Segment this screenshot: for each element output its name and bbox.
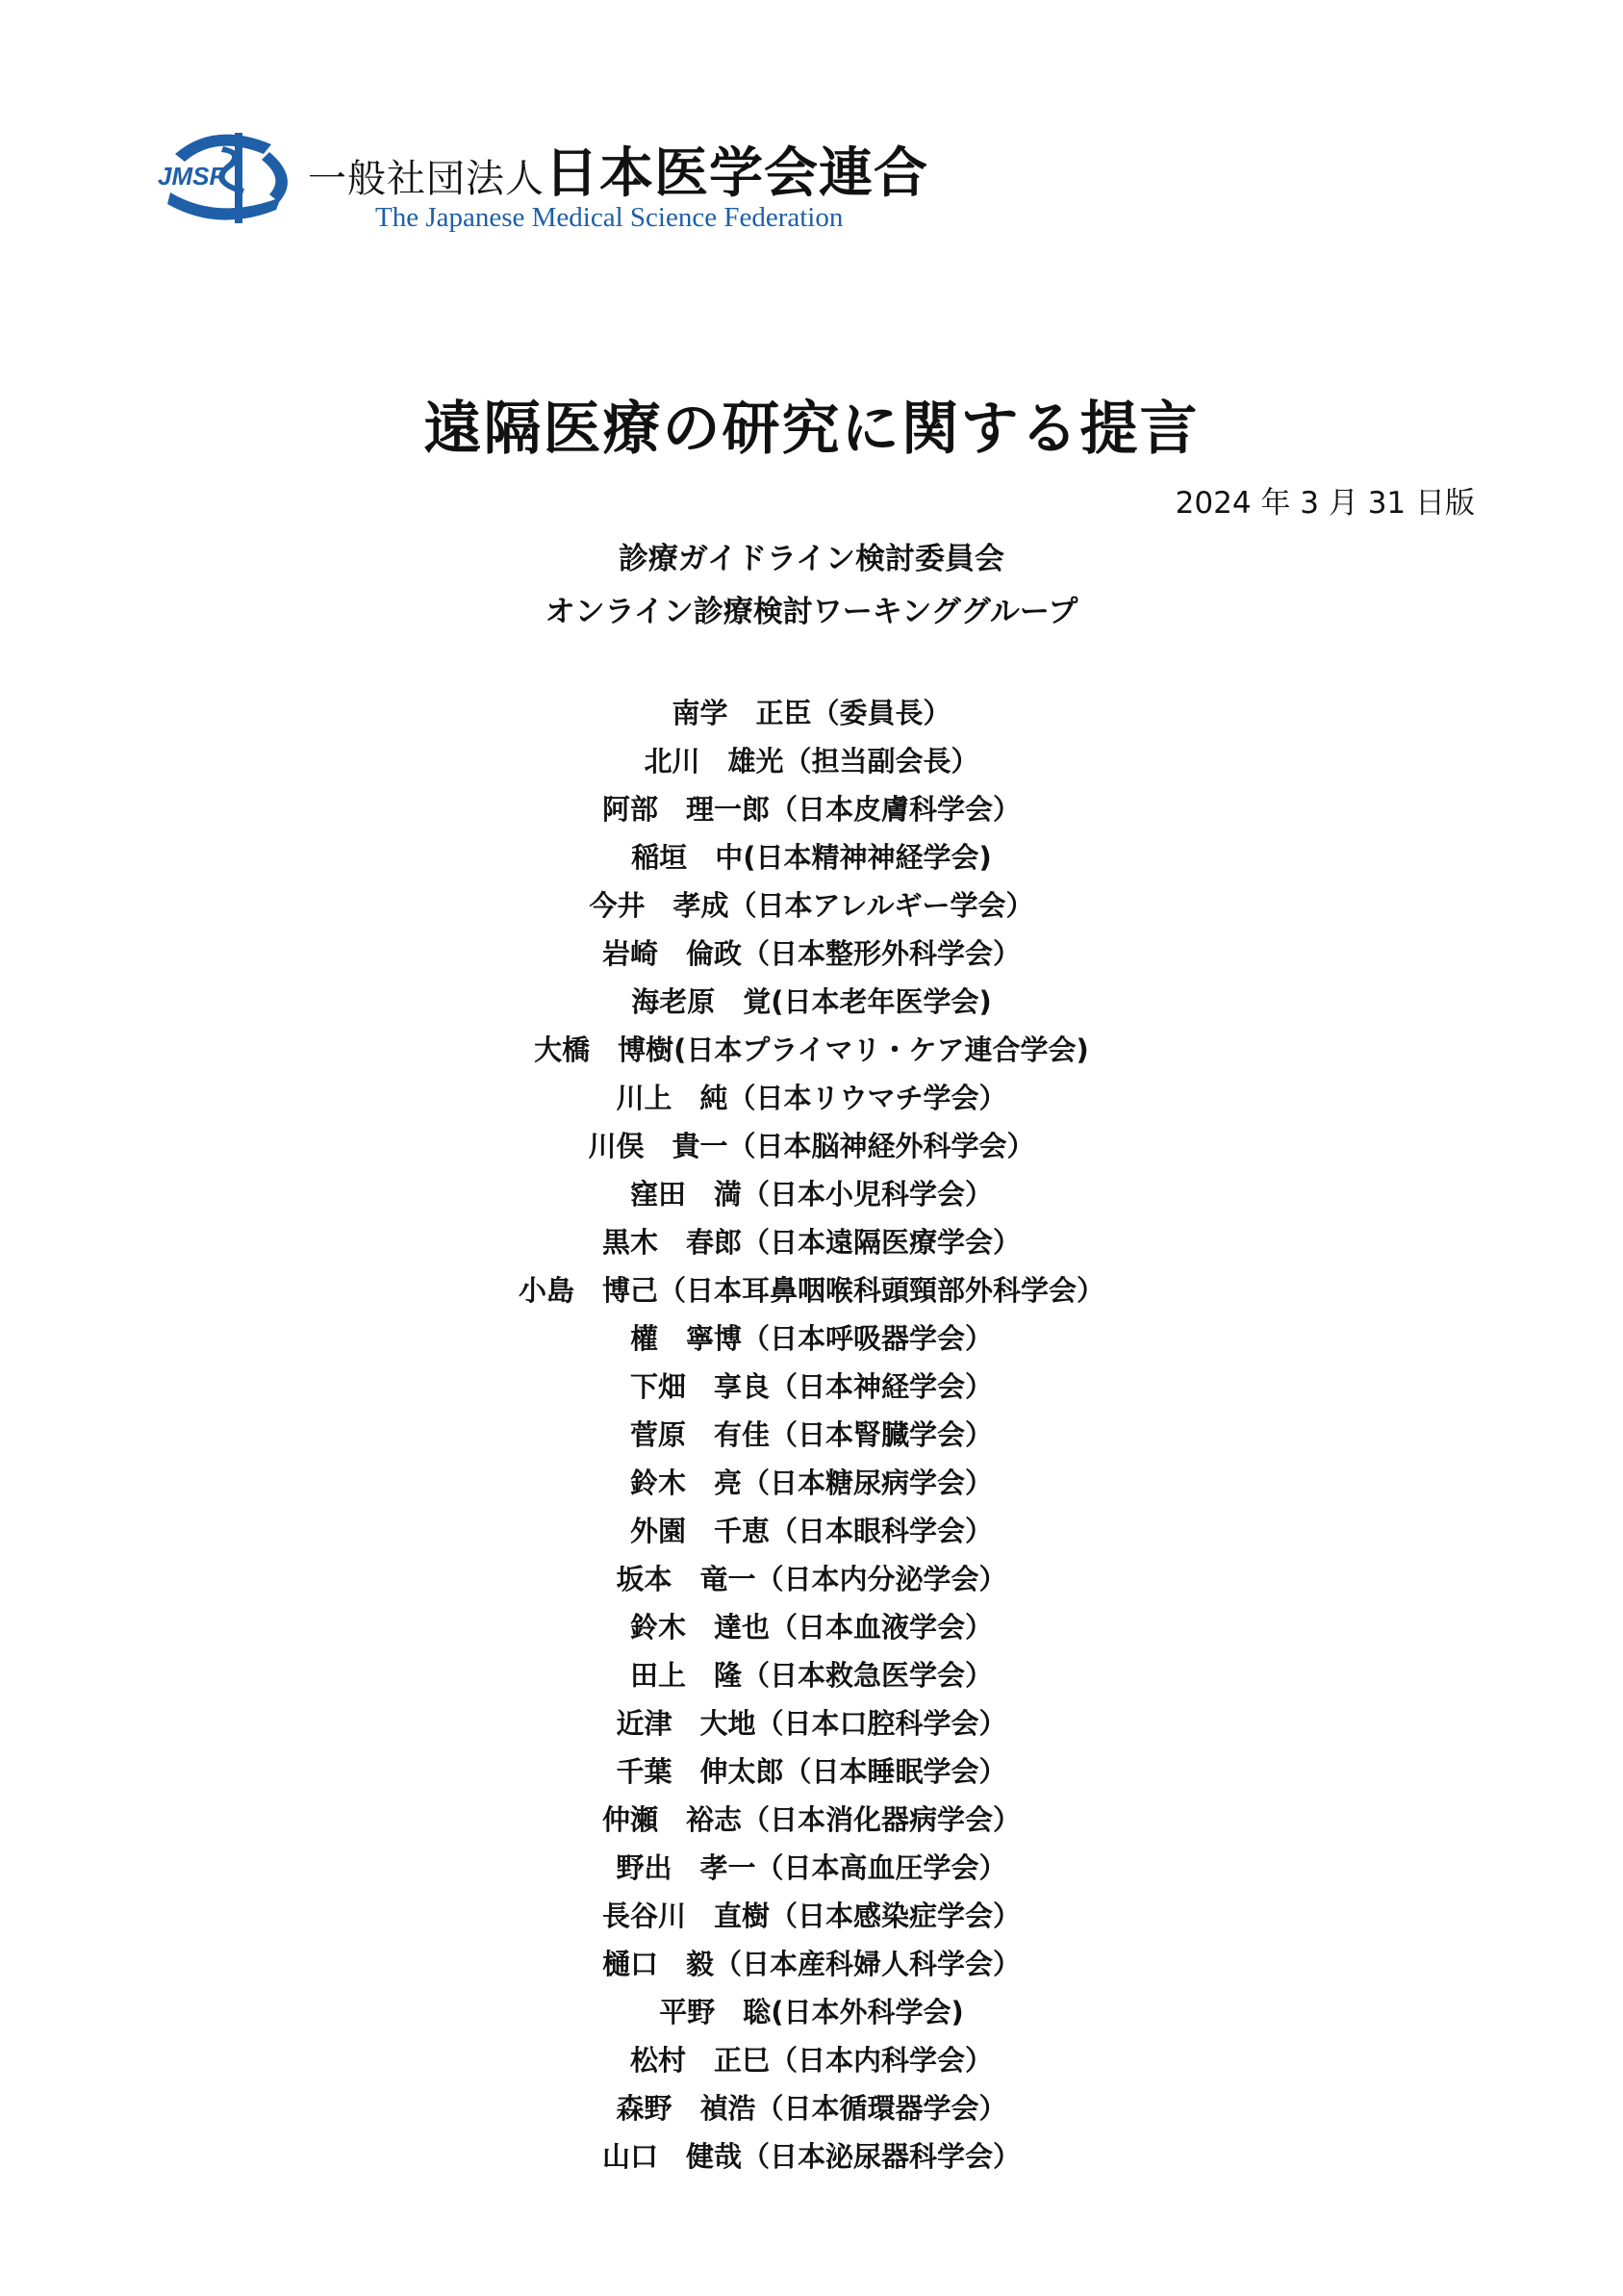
list-item: 山口 健哉（日本泌尿器科学会） [601, 2140, 1021, 2173]
list-item: 川上 純（日本リウマチ学会） [616, 1082, 1007, 1114]
list-item: 鈴木 亮（日本糖尿病学会） [629, 1467, 993, 1499]
member-list [0, 689, 1623, 2181]
list-item: 海老原 覚(日本老年医学会) [631, 985, 992, 1018]
list-item: 稲垣 中(日本精神神経学会) [631, 841, 992, 874]
org-name-jp [308, 131, 928, 208]
list-item: 岩崎 倫政（日本整形外科学会） [601, 937, 1021, 970]
list-item: 千葉 伸太郎（日本睡眠学会） [616, 1755, 1007, 1788]
list-item: 南学 正臣（委員長） [672, 697, 951, 729]
list-item: 小島 博己（日本耳鼻咽喉科頭頸部外科学会） [518, 1274, 1104, 1307]
list-item: 下畑 享良（日本神経学会） [629, 1370, 993, 1403]
list-item: 平野 聡(日本外科学会) [659, 1996, 964, 2028]
logo-abbr: JMSF [158, 162, 225, 191]
list-item: 樋口 毅（日本産科婦人科学会） [601, 1948, 1021, 1980]
list-item: 長谷川 直樹（日本感染症学会） [601, 1900, 1021, 1932]
list-item: 北川 雄光（担当副会長） [644, 745, 979, 778]
document-title: 遠隔医療の研究に関する提言 [423, 395, 1200, 463]
list-item: 野出 孝一（日本高血圧学会） [616, 1851, 1007, 1884]
edition-date: 2024 年 3 月 31 日版 [1175, 486, 1475, 521]
list-item: 窪田 満（日本小児科学会） [629, 1178, 993, 1211]
jmsf-logo [156, 125, 928, 241]
list-item: 菅原 有佳（日本腎臓学会） [629, 1418, 993, 1451]
list-item: 黒木 春郎（日本遠隔医療学会） [601, 1226, 1021, 1259]
list-item: 田上 隆（日本救急医学会） [629, 1659, 993, 1692]
list-item: 外園 千恵（日本眼科学会） [629, 1515, 993, 1547]
list-item: 阿部 理一郎（日本皮膚科学会） [601, 793, 1021, 826]
list-item: 今井 孝成（日本アレルギー学会） [589, 889, 1034, 922]
list-item: 權 寧博（日本呼吸器学会） [629, 1322, 993, 1355]
list-item: 川俣 貴一（日本脳神経外科学会） [588, 1130, 1035, 1162]
committee-name: 診療ガイドライン検討委員会 [618, 542, 1005, 576]
org-name: 日本医学会連合 [545, 141, 928, 205]
org-prefix: 一般社団法人 [308, 157, 545, 201]
list-item: 森野 禎浩（日本循環器学会） [616, 2092, 1007, 2125]
org-name-en: The Japanese Medical Science Federation [375, 202, 844, 233]
list-item: 坂本 竜一（日本内分泌学会） [616, 1563, 1007, 1595]
list-item: 松村 正巳（日本内科学会） [629, 2044, 993, 2077]
list-item: 仲瀬 裕志（日本消化器病学会） [601, 1803, 1021, 1836]
list-item: 大橋 博樹(日本プライマリ・ケア連合学会) [534, 1033, 1089, 1066]
list-item: 鈴木 達也（日本血液学会） [629, 1611, 993, 1644]
list-item: 近津 大地（日本口腔科学会） [616, 1707, 1007, 1740]
jmsf-emblem-icon [156, 125, 300, 231]
working-group-name: オンライン診療検討ワーキンググループ [545, 595, 1078, 629]
